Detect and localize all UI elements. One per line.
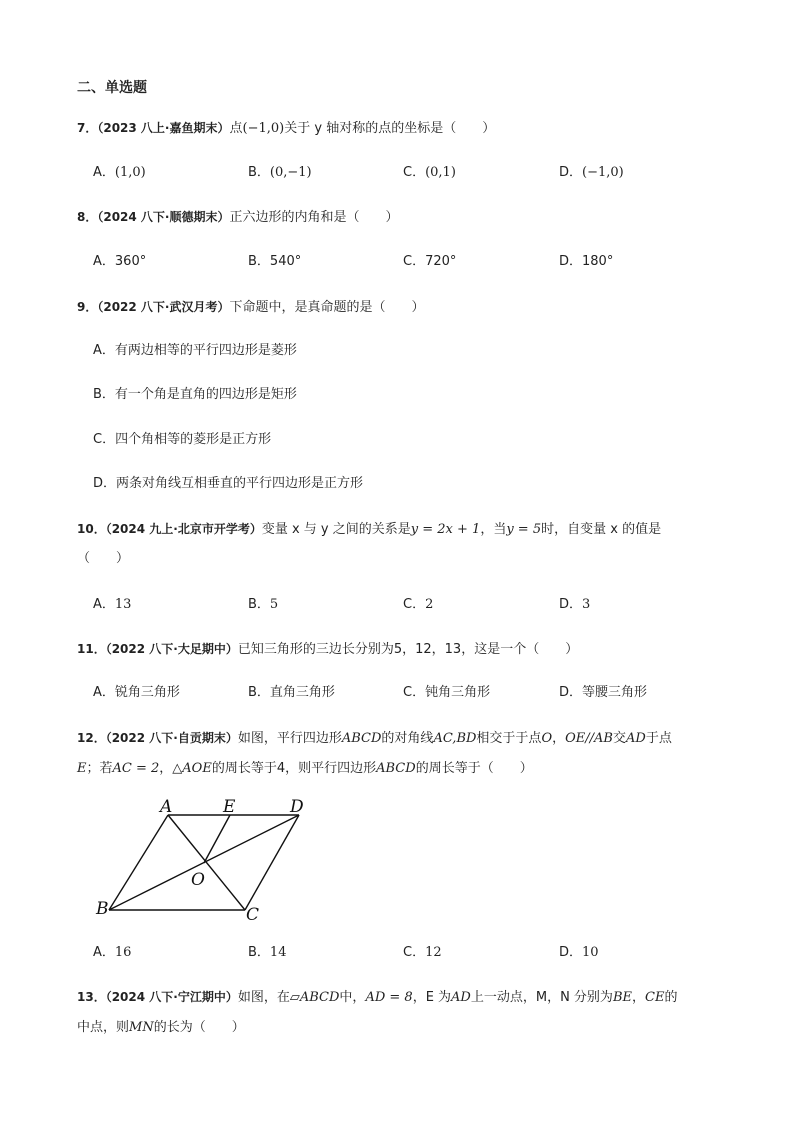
option-c[interactable] [403, 684, 490, 702]
option-value: 720° [425, 254, 457, 269]
option-b[interactable] [248, 944, 286, 962]
question-text: 的对角线 [381, 731, 434, 746]
math-expression: ABCD [376, 761, 416, 776]
question-text: 如图，平行四边形 [237, 731, 342, 746]
question-number: 12． [77, 731, 106, 745]
option-value: (0,−1) [269, 165, 312, 180]
question-source: （2023 八上·嘉鱼期末） [97, 121, 230, 135]
question-text: ， [159, 761, 173, 776]
question-number: 11． [77, 642, 106, 656]
option-a[interactable] [93, 253, 146, 271]
math-expression: y = 5 [506, 522, 542, 537]
question-7 [77, 119, 495, 138]
option-label: A． [93, 945, 115, 960]
option-b[interactable] [248, 684, 335, 702]
question-12 [77, 729, 672, 748]
option-value: 540° [269, 254, 302, 269]
question-text: 变量 x 与 y 之间的关系是 [261, 522, 411, 537]
option-value: 直角三角形 [269, 685, 335, 700]
question-text: ；若 [86, 761, 113, 776]
option-label: A． [93, 165, 115, 180]
math-expression: MN [129, 1020, 154, 1035]
option-value: 12 [425, 945, 442, 960]
math-expression: BE [612, 990, 632, 1005]
math-expression: △AOE [172, 761, 212, 776]
question-number: 9． [77, 300, 98, 314]
option-label: D． [559, 165, 583, 180]
math-expression: ABCD [341, 731, 382, 746]
option-value: (0,1) [425, 165, 456, 180]
option-value: 5 [269, 597, 279, 612]
label-d: D [290, 798, 304, 817]
label-b: B [96, 899, 109, 919]
parallelogram-figure [90, 798, 320, 923]
option-c[interactable] [403, 596, 433, 614]
option-a[interactable] [93, 164, 146, 182]
option-label: D． [559, 685, 583, 700]
question-source: （2024 九上·北京市开学考） [105, 522, 262, 536]
question-10 [77, 520, 661, 539]
option-label: B． [248, 254, 270, 269]
option-label: B． [248, 945, 270, 960]
option-label: B． [248, 597, 270, 612]
option-c[interactable] [403, 944, 442, 962]
question-11 [77, 640, 578, 659]
question-text: 关于 y 轴对称的点的坐标是（ ） [284, 121, 496, 136]
question-text: ， [631, 990, 645, 1005]
option-a[interactable]: A．有两边相等的平行四边形是菱形 [93, 343, 297, 358]
math-expression: AD = 8 [365, 990, 413, 1005]
option-label: A． [93, 597, 115, 612]
option-label: A． [93, 685, 115, 700]
option-value: 10 [582, 945, 599, 960]
question-text: 中， [339, 990, 366, 1005]
option-d[interactable] [559, 596, 590, 614]
option-a[interactable] [93, 944, 131, 962]
option-d[interactable] [559, 164, 624, 182]
option-d[interactable] [559, 684, 647, 702]
question-text: 上一动点，M，N 分别为 [470, 990, 613, 1005]
question-text: 点 [229, 121, 243, 136]
question-source: （2024 八下·顺德期末） [97, 210, 230, 224]
answer-bracket: （ ） [77, 551, 130, 566]
option-label: D． [559, 597, 583, 612]
question-9 [77, 298, 425, 317]
option-value: 13 [114, 597, 132, 612]
question-text: 的周长等于4，则平行四边形 [211, 761, 377, 776]
option-label: C． [403, 597, 426, 612]
question-text: 交 [612, 731, 626, 746]
diagonal-ac [168, 815, 245, 910]
option-label: C． [403, 685, 426, 700]
option-value: 16 [114, 945, 132, 960]
option-value: 3 [582, 597, 591, 612]
question-text: 的周长等于（ ） [415, 761, 533, 776]
option-label: C． [403, 945, 426, 960]
option-d[interactable] [559, 944, 599, 962]
question-text: 如图，在 [237, 990, 290, 1005]
option-c[interactable]: C．四个角相等的菱形是正方形 [93, 432, 272, 447]
option-value: 锐角三角形 [114, 685, 180, 700]
math-expression: CE [645, 990, 665, 1005]
question-12-cont [77, 760, 533, 778]
option-d[interactable]: D．两条对角线互相垂直的平行四边形是正方形 [93, 476, 364, 491]
question-text: ，当 [480, 522, 507, 537]
option-label: D． [559, 945, 583, 960]
math-expression: E [77, 761, 87, 776]
question-text: 于点 [645, 731, 672, 746]
math-expression: AC = 2 [112, 761, 160, 776]
question-13-cont [77, 1019, 245, 1037]
option-b[interactable] [248, 164, 312, 182]
option-d[interactable] [559, 253, 613, 271]
option-value: 钝角三角形 [425, 685, 491, 700]
question-8 [77, 208, 399, 227]
question-text: 的 [664, 990, 678, 1005]
math-expression: AC,BD [433, 731, 477, 746]
question-text: ，E 为 [412, 990, 452, 1005]
option-a[interactable] [93, 596, 131, 614]
option-b[interactable] [248, 596, 278, 614]
question-text: 正六边形的内角和是（ ） [229, 210, 399, 225]
option-a[interactable] [93, 684, 180, 702]
option-b[interactable]: B．有一个角是直角的四边形是矩形 [93, 387, 297, 402]
option-label: A． [93, 254, 115, 269]
option-label: B． [248, 165, 270, 180]
option-c[interactable] [403, 253, 456, 271]
question-source: （2024 八下·宁江期中） [105, 990, 238, 1004]
question-13 [77, 988, 677, 1007]
option-c[interactable] [403, 164, 456, 182]
question-number: 10． [77, 522, 106, 536]
question-text: 已知三角形的三边长分别为5，12，13，这是一个（ ） [237, 642, 579, 657]
question-number: 13． [77, 990, 106, 1004]
question-text: 下命题中，是真命题的是（ ） [229, 300, 425, 315]
math-expression: O [541, 731, 553, 746]
label-o: O [191, 870, 205, 890]
option-label: C． [403, 254, 426, 269]
question-number: 8． [77, 210, 98, 224]
question-text: 相交于于点 [476, 731, 542, 746]
math-expression: OE//AB [565, 731, 613, 746]
math-expression: AD [451, 990, 471, 1005]
math-expression: (−1,0) [242, 121, 285, 136]
option-value: 等腰三角形 [582, 685, 648, 700]
option-value: 180° [582, 254, 614, 269]
question-source: （2022 八下·自贡期末） [105, 731, 238, 745]
option-value: 2 [425, 597, 434, 612]
label-c: C [246, 905, 260, 923]
option-label: B． [248, 685, 270, 700]
math-expression: AD [626, 731, 646, 746]
option-value: (−1,0) [582, 165, 624, 180]
question-text: 的长为（ ） [153, 1020, 245, 1035]
option-value: 14 [269, 945, 287, 960]
label-a: A [160, 798, 173, 817]
option-label: C． [403, 165, 426, 180]
question-text: ， [552, 731, 566, 746]
option-value: (1,0) [114, 165, 146, 180]
question-source: （2022 八下·大足期中） [105, 642, 238, 656]
question-number: 7． [77, 121, 98, 135]
question-text: 时，自变量 x 的值是 [541, 522, 662, 537]
option-value: 360° [114, 254, 147, 269]
section-title: 二、单选题 [77, 80, 147, 96]
option-label: D． [559, 254, 583, 269]
label-e: E [223, 798, 236, 817]
option-b[interactable] [248, 253, 301, 271]
math-expression: y = 2x + 1 [410, 522, 481, 537]
math-expression: ▱ABCD [289, 990, 340, 1005]
question-source: （2022 八下·武汉月考） [97, 300, 230, 314]
question-text: 中点，则 [77, 1020, 130, 1035]
